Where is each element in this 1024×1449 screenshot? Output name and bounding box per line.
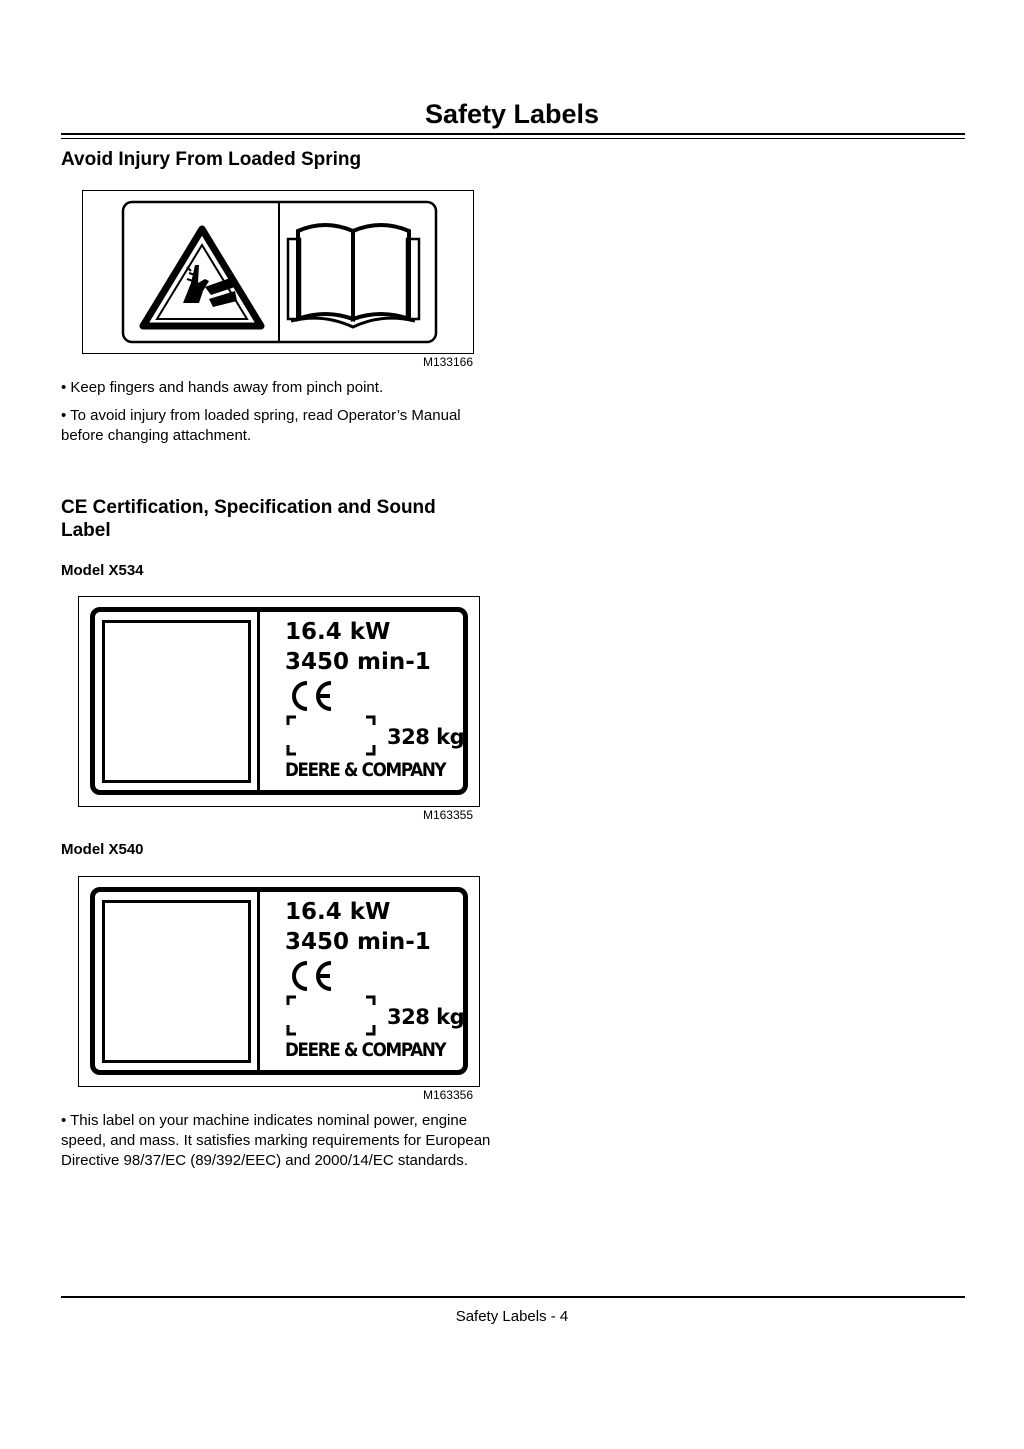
page-title: Safety Labels (424, 99, 600, 129)
ce-mark-icon (287, 959, 335, 993)
ce-section-heading-line1: CE Certification, Specification and Sound (61, 497, 436, 518)
machine-mass: 328 kg (387, 725, 465, 749)
figure-code: M163356 (422, 1088, 473, 1102)
machine-mass: 328 kg (387, 1005, 465, 1029)
page-footer: Safety Labels - 4 (455, 1308, 569, 1325)
engine-speed: 3450 min-1 (285, 649, 431, 675)
spring-section-heading: Avoid Injury From Loaded Spring (61, 149, 362, 170)
spring-bullet-2: • To avoid injury from loaded spring, read Operator’s Manual before changing attachment. (61, 407, 461, 444)
operator-manual-icon (288, 225, 419, 327)
footer-rule (61, 1296, 965, 1298)
spring-safety-figure (82, 190, 474, 354)
figure-code: M133166 (422, 355, 473, 369)
ce-mark-icon (287, 679, 335, 713)
company-name: DEERE & COMPANY (285, 1039, 446, 1061)
figure-code: M163355 (422, 808, 473, 822)
ce-label-divider (257, 892, 260, 1072)
sound-label-placeholder-corners (286, 715, 378, 757)
ce-label-figure-x534 (78, 596, 480, 807)
engine-speed: 3450 min-1 (285, 929, 431, 955)
company-name: DEERE & COMPANY (285, 759, 446, 781)
sound-label-placeholder-corners (286, 995, 378, 1037)
header-rule-thin (61, 138, 965, 139)
ce-label-figure-x540 (78, 876, 480, 1087)
model-x534-heading: Model X534 (61, 562, 144, 579)
header-rule-thick (61, 133, 965, 135)
ce-section-heading-line2: Label (61, 520, 111, 541)
ce-label-blank-panel (102, 620, 251, 783)
pinch-point-warning-icon (143, 229, 261, 326)
ce-label-divider (257, 612, 260, 792)
ce-label-blank-panel (102, 900, 251, 1063)
ce-label-note: • This label on your machine indicates nominal power, engine speed, and mass. It satisfies marking requirements for European Directive 98/37/EC (89/392/EEC) and 2000/14/EC standards. (61, 1112, 491, 1169)
spring-bullet-1: • Keep fingers and hands away from pinch point. (61, 379, 384, 396)
power-rating: 16.4 kW (285, 899, 391, 925)
spring-label-graphic (83, 191, 473, 353)
power-rating: 16.4 kW (285, 619, 391, 645)
model-x540-heading: Model X540 (61, 841, 144, 858)
